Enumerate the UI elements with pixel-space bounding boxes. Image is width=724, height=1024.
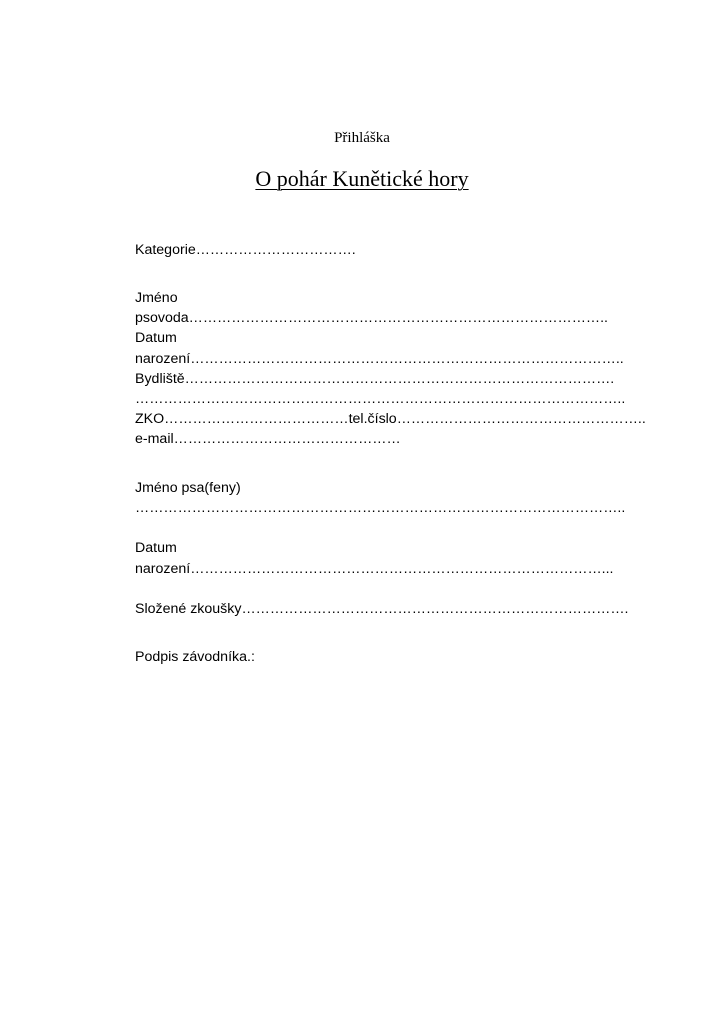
residence-field: Bydliště………………………………………………………………………………. — [135, 371, 615, 387]
email-field: e-mail………………………………………… — [135, 431, 401, 447]
club-phone-field: ZKO…………………………………tel.číslo…………………………………………….. — [135, 411, 646, 427]
handler-birthdate-label: Datum — [135, 330, 177, 346]
passed-exams-field: Složené zkoušky………………………………………………………………………. — [135, 601, 629, 617]
category-field: Kategorie……………………………. — [135, 242, 356, 258]
form-subtitle: Přihláška — [334, 130, 390, 146]
handler-birthdate-field: narození……………………………………………………………………………….. — [135, 351, 624, 367]
form-title: O pohár Kunětické hory — [255, 166, 469, 191]
dog-birthdate-field: narození……………………………………………………………………………... — [135, 561, 614, 577]
competitor-signature-field: Podpis závodníka.: — [135, 649, 255, 665]
handler-name-field: psovoda…………………………………………………………………………….. — [135, 310, 608, 326]
dog-birthdate-label: Datum — [135, 540, 177, 556]
residence-field-continued: ………………………………………………………………………………………….. — [135, 391, 626, 407]
handler-name-label: Jméno — [135, 290, 178, 306]
dog-name-field: ………………………………………………………………………………………….. — [135, 500, 626, 516]
dog-name-label: Jméno psa(feny) — [135, 480, 241, 496]
